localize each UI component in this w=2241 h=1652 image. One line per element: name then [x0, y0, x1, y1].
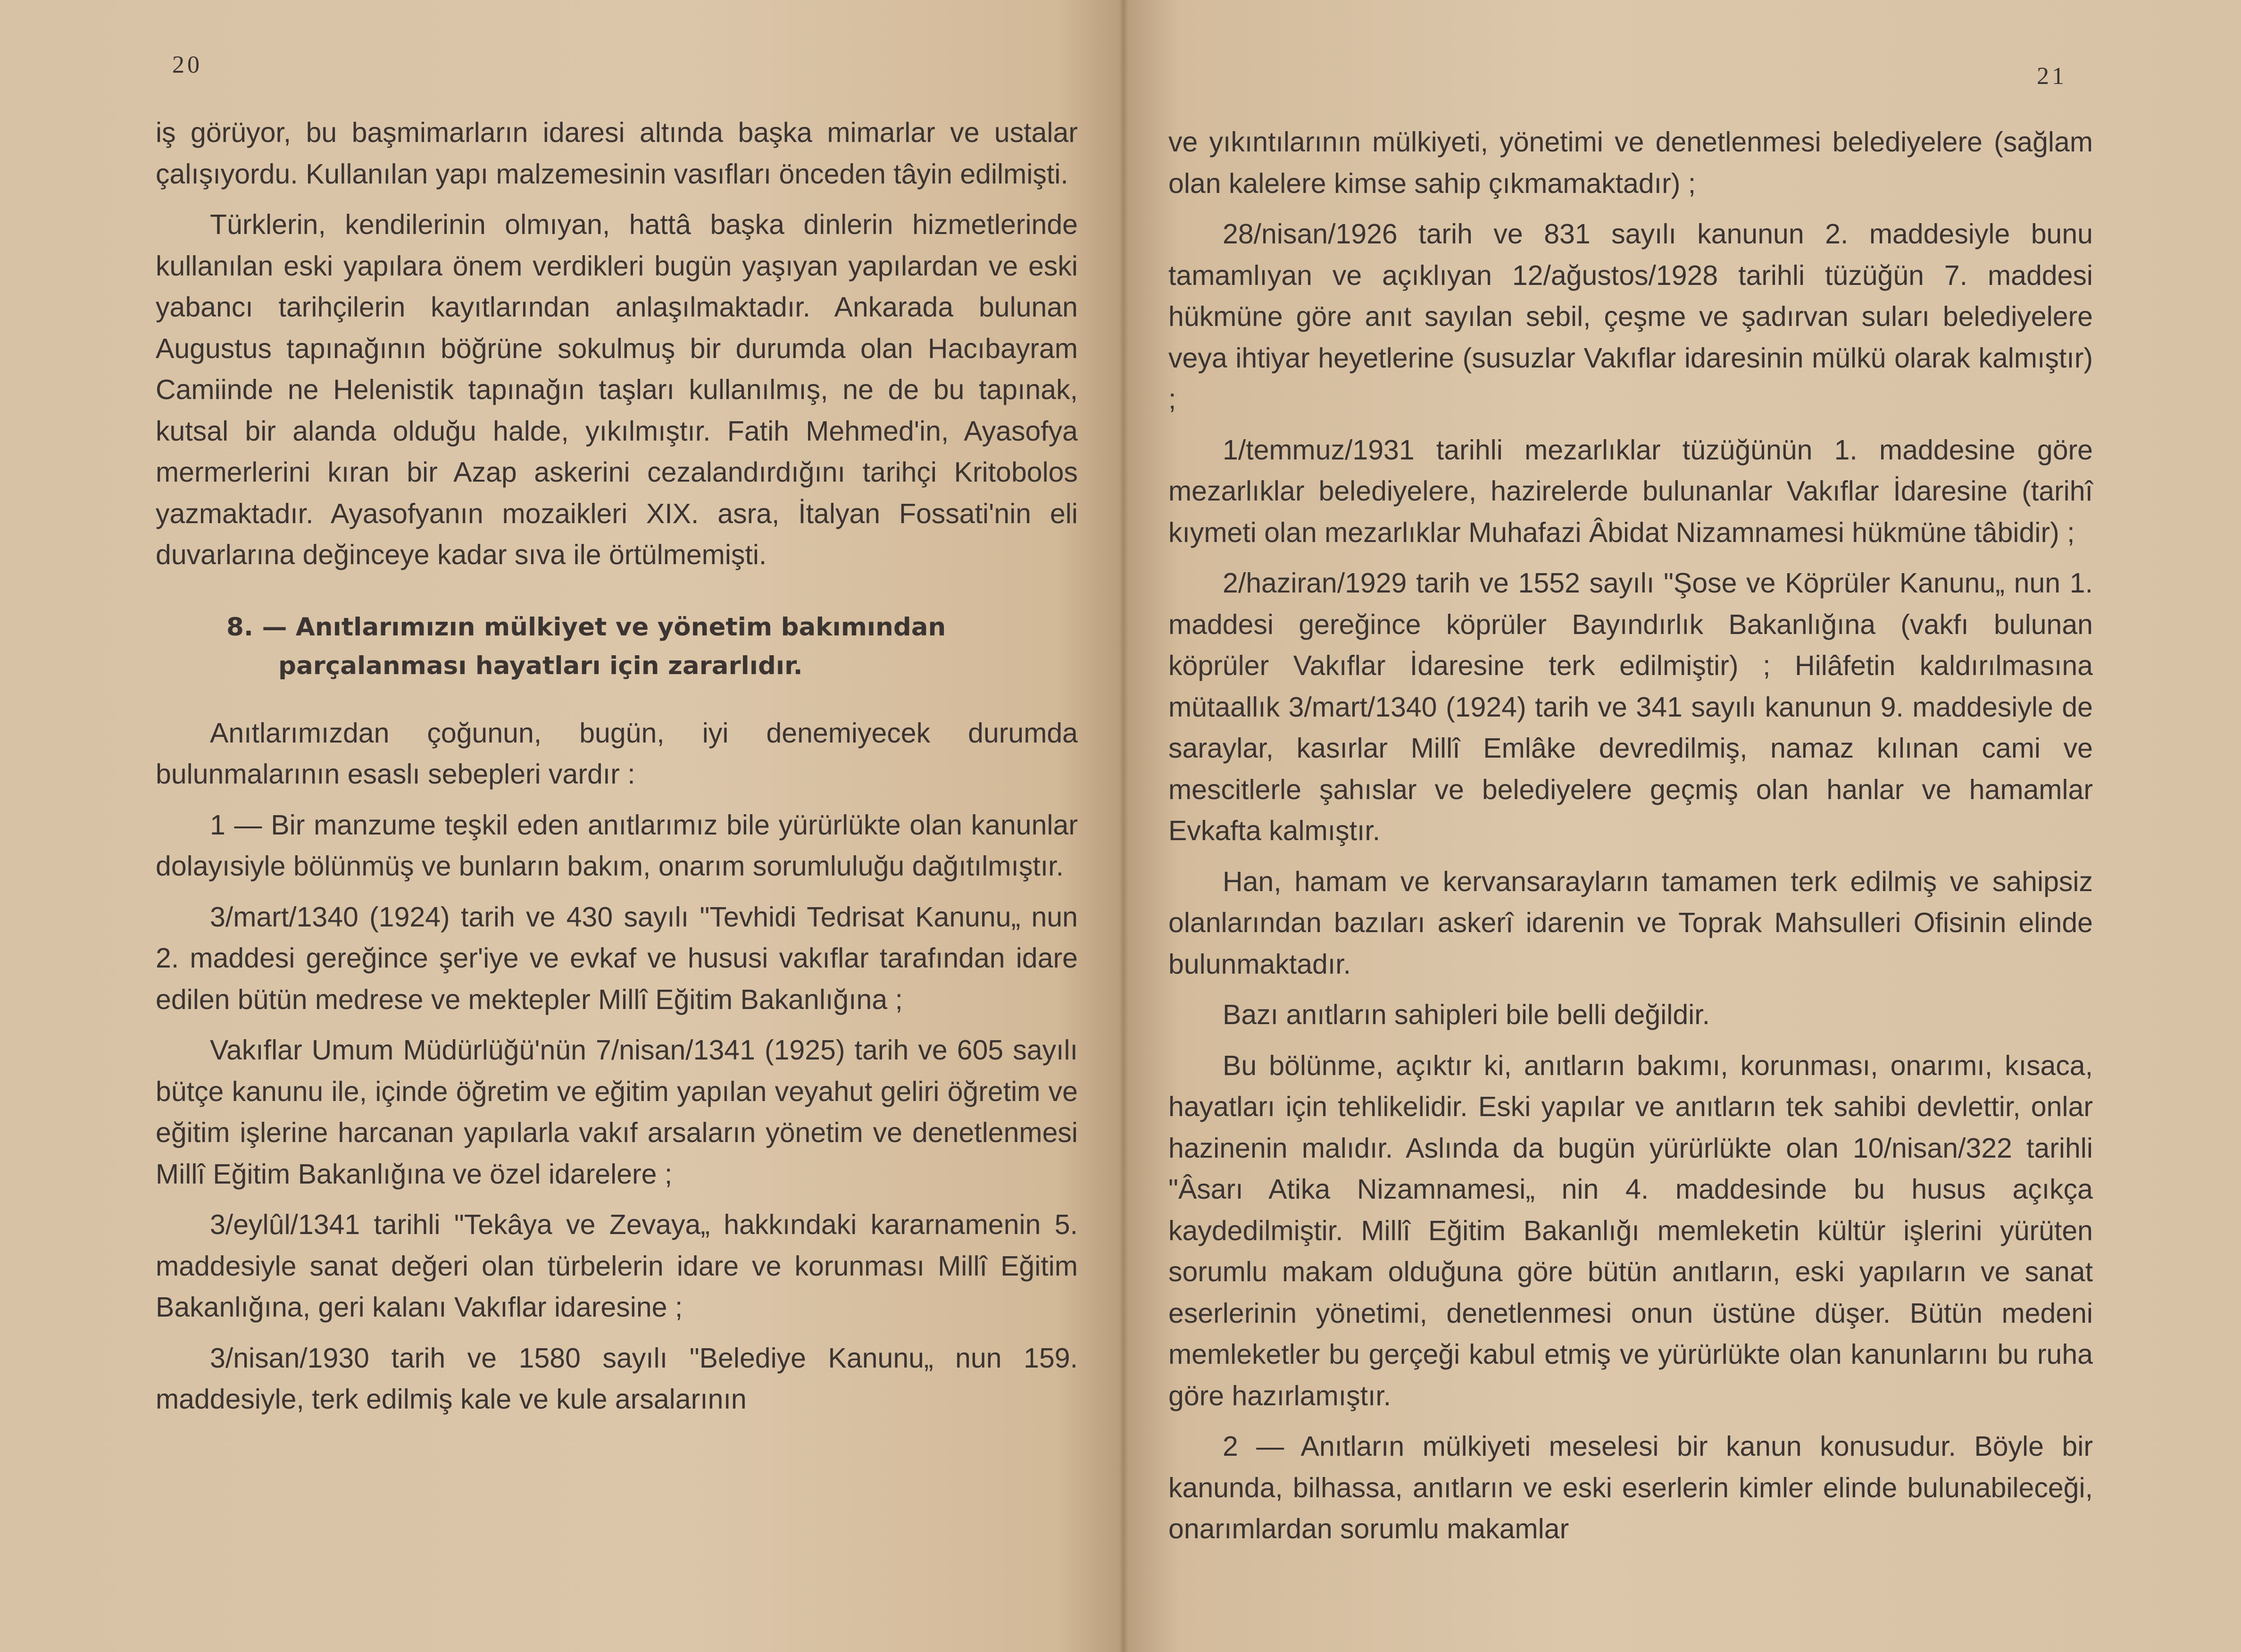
left-page-body [156, 112, 1078, 1430]
paragraph: Anıtlarımızdan çoğunun, bugün, iyi denemiyecek durumda bulunmalarının esaslı sebepleri vardır : [156, 717, 1078, 790]
right-page-body [1168, 122, 2093, 1560]
paragraph: Türklerin, kendilerinin olmıyan, hattâ başka dinlerin hizmetlerinde kullanılan eski yapılara önem verdikleri bugün yaşıyan yapılardan ve eski yabancı tarihçilerin kayıtlarından anlaşılmaktadır. Ankarada bulunan Augustus tapınağının böğrüne sokulmuş bir durumda olan Hacıbayram Camiinde ne Helenistik tapınağın taşları kullanılmış, ne de bu tapınak, kutsal bir alanda olduğu halde, yıkılmıştır. Fatih Mehmed'in, Ayasofya mermerlerini kıran bir Azap askerini cezalandırdığını tarihçi Kritobolos yazmaktadır. Ayasofyanın mozaikleri XIX. asra, İtalyan Fossati'nin eli duvarlarına değinceye kadar sıva ile örtülmemişti. [156, 209, 1078, 570]
right-page [1124, 0, 2241, 1652]
book-gutter [1119, 0, 1128, 1652]
paragraph: 1 — Bir manzume teşkil eden anıtlarımız bile yürürlükte olan kanunlar dolayısiyle bölünmüş ve bunların bakım, onarım sorumluluğu dağıtılmıştır. [156, 809, 1078, 882]
paragraph: Han, hamam ve kervansarayların tamamen terk edilmiş ve sahipsiz olanlarından bazıları askerî idarenin ve Toprak Mahsulleri Ofisinin elinde bulunmaktadır. [1168, 866, 2093, 980]
page-number: 20 [172, 51, 202, 78]
paragraph: Vakıflar Umum Müdürlüğü'nün 7/nisan/1341 (1925) tarih ve 605 sayılı bütçe kanunu ile, içinde öğretim ve eğitim yapılan veyahut geliri öğretim ve eğitim işlerine harcanan yapılarla vakıf arsaların yönetim ve denetlenmesi Millî Eğitim Bakanlığına ve özel idarelere ; [156, 1035, 1078, 1190]
paragraph: 3/mart/1340 (1924) tarih ve 430 sayılı "Tevhidi Tedrisat Kanunu„ nun 2. maddesi gereğince şer'iye ve evkaf ve hususi vakıflar tarafından idare edilen bütün medrese ve mektepler Millî Eğitim Bakanlığına ; [156, 901, 1078, 1015]
paragraph: Bazı anıtların sahipleri bile belli değildir. [1223, 999, 1710, 1030]
paragraph: ve yıkıntılarının mülkiyeti, yönetimi ve denetlenmesi belediyelere (sağlam olan kalelere kimse sahip çıkmamaktadır) ; [1168, 126, 2093, 199]
paragraph: 3/nisan/1930 tarih ve 1580 sayılı "Belediye Kanunu„ nun 159. maddesiyle, terk edilmiş kale ve kule arsalarının [156, 1342, 1078, 1415]
paragraph: 2 — Anıtların mülkiyeti meselesi bir kanun konusudur. Böyle bir kanunda, bilhassa, anıtların ve eski eserlerin kimler elinde bulunabileceği, onarımlardan sorumlu makamlar [1168, 1431, 2093, 1544]
paragraph: Bu bölünme, açıktır ki, anıtların bakımı, korunması, onarımı, kısaca, hayatları için tehlikelidir. Eski yapılar ve anıtların tek sahibi devlettir, onlar hazinenin malıdır. Aslında da bugün yürürlükte olan 10/nisan/322 tarihli "Âsarı Atika Nizamnamesi„ nin 4. maddesinde bu husus açıkça kaydedilmiştir. Millî Eğitim Bakanlığı memleketin kültür işlerini yürüten sorumlu makam olduğuna göre bütün anıtların, eski yapıların ve sanat eserlerinin yönetimi, denetlenmesi onun üstüne düşer. Bütün medeni memleketler bu gerçeği kabul etmiş ve yürürlükte olan kanunlarını bu ruha göre hazırlamıştır. [1168, 1050, 2093, 1411]
paragraph: iş görüyor, bu başmimarların idaresi altında başka mimarlar ve ustalar çalışıyordu. Kullanılan yapı malzemesinin vasıfları önceden tâyin edilmişti. [156, 117, 1078, 190]
paragraph: 1/temmuz/1931 tarihli mezarlıklar tüzüğünün 1. maddesine göre mezarlıklar belediyelere, hazirelerde bulunanlar Vakıflar İdaresine (tarihî kıymeti olan mezarlıklar Muhafazi Âbidat Nizamnamesi hükmüne tâbidir) ; [1168, 434, 2093, 548]
page-number: 21 [2037, 63, 2067, 90]
paragraph: 3/eylûl/1341 tarihli "Tekâya ve Zevaya„ hakkındaki kararnamenin 5. maddesiyle sanat değeri olan türbelerin idare ve korunması Millî Eğitim Bakanlığına, geri kalanı Vakıflar idaresine ; [156, 1209, 1078, 1323]
section-heading-line: parçalanması hayatları için zararlıdır. [278, 651, 803, 680]
paragraph: 2/haziran/1929 tarih ve 1552 sayılı "Şose ve Köprüler Kanunu„ nun 1. maddesi gereğince köprüler Bayındırlık Bakanlığına (vakfı bulunan köprüler Vakıflar İdaresine terk edilmiştir) ; Hilâfetin kaldırılmasına mütaallık 3/mart/1340 (1924) tarih ve 341 sayılı kanunun 9. maddesiyle de saraylar, kasırlar Millî Emlâke devredilmiş, namaz kılınan cami ve mescitlerle şahıslar ve belediyelere geçmiş olan hanlar ve hamamlar Evkafta kalmıştır. [1168, 567, 2093, 846]
paragraph: 28/nisan/1926 tarih ve 831 sayılı kanunun 2. maddesiyle bunu tamamlıyan ve açıklıyan 12/ağustos/1928 tarihli tüzüğün 7. maddesi hükmüne göre anıt sayılan sebil, çeşme ve şadırvan suları belediyelere veya ihtiyar heyetlerine (susuzlar Vakıflar idaresinin mülkü olarak kalmıştır) ; [1168, 218, 2093, 415]
section-heading [156, 608, 1078, 685]
section-heading-line: 8. — Anıtlarımızın mülkiyet ve yönetim bakımından [226, 612, 946, 642]
